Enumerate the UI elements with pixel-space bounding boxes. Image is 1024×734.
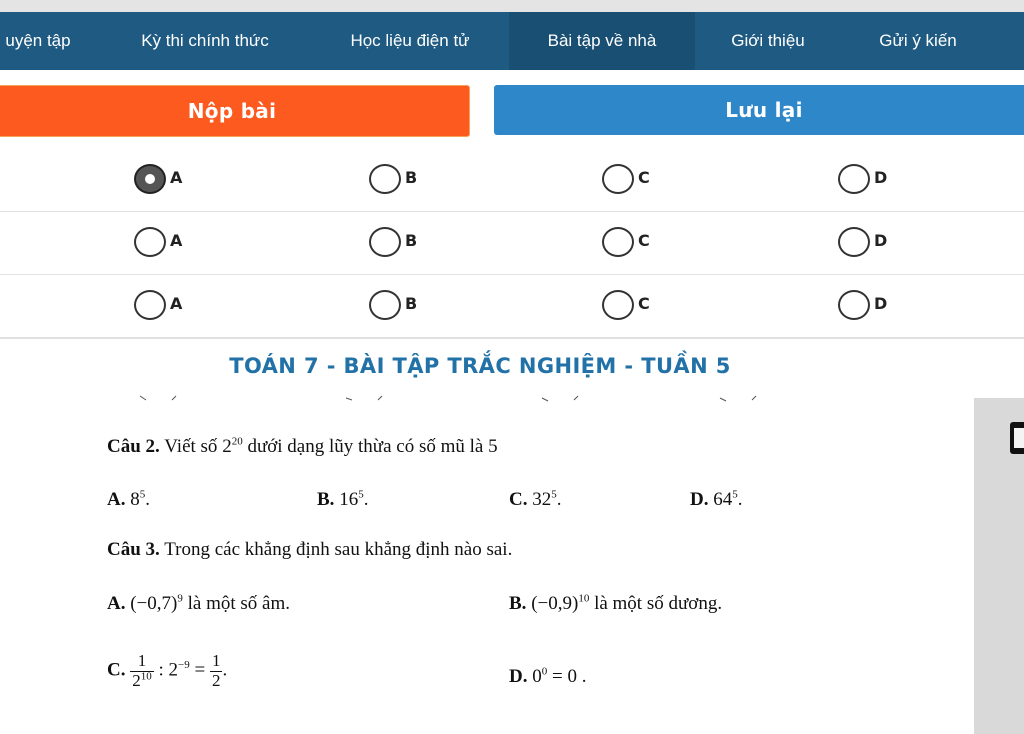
question-2-option-d: [690, 489, 742, 511]
math-exponent: 20: [231, 435, 243, 448]
punctuation: .: [556, 489, 562, 510]
option-label: A: [170, 294, 183, 313]
math-exponent: 5: [732, 488, 738, 501]
option-label: D: [874, 294, 888, 313]
option-text: = 0 .: [551, 666, 587, 687]
radio-button[interactable]: [838, 164, 870, 194]
math-exponent: 10: [140, 670, 152, 683]
fraction-numerator: 1: [130, 652, 154, 672]
punctuation: .: [363, 489, 369, 510]
radio-button[interactable]: [602, 227, 634, 257]
punctuation: .: [145, 489, 150, 510]
answer-row: [0, 211, 1024, 273]
option-letter: B.: [317, 489, 335, 510]
option-text: là một số âm.: [187, 593, 290, 614]
option-letter: C.: [107, 659, 126, 681]
math-exponent: 10: [578, 592, 590, 605]
fraction: [210, 652, 223, 690]
option-label: A: [170, 168, 183, 187]
math-base: 32: [532, 489, 552, 510]
option-label: C: [638, 294, 650, 313]
question-label: Câu 3.: [107, 539, 160, 560]
option-label: D: [874, 231, 888, 250]
nav-item-e-learning[interactable]: Học liệu điện tử: [350, 31, 470, 50]
question-3-option-d: [509, 666, 586, 688]
option-label: A: [170, 231, 183, 250]
option-label: D: [874, 168, 888, 187]
radio-button[interactable]: [134, 227, 166, 257]
option-label: B: [405, 294, 418, 313]
option-letter: D.: [509, 666, 528, 687]
math-exponent: −9: [178, 659, 190, 672]
math-base: (−0,9): [531, 593, 579, 614]
math-base: 2: [222, 436, 232, 457]
math-base: (−0,7): [130, 593, 178, 614]
math-exponent: 5: [358, 488, 364, 501]
option-text: là một số dương.: [594, 593, 723, 614]
math-exponent: 0: [541, 665, 548, 678]
document-title: TOÁN 7 - BÀI TẬP TRẮC NGHIỆM - TUẦN 5: [229, 354, 731, 378]
section-divider: [0, 337, 1024, 339]
math-base: 0: [532, 666, 542, 687]
fraction-denominator: 2: [211, 670, 221, 690]
radio-button[interactable]: [369, 290, 401, 320]
math-base: 8: [130, 489, 140, 510]
option-letter: A.: [107, 489, 126, 510]
radio-button[interactable]: [602, 164, 634, 194]
question-2-option-b: [317, 489, 368, 511]
radio-button[interactable]: [369, 164, 401, 194]
question-3-option-c: [107, 652, 227, 690]
punctuation: .: [737, 489, 743, 510]
math-base: 64: [713, 489, 733, 510]
option-label: C: [638, 168, 650, 187]
answer-row: [0, 274, 1024, 336]
radio-button[interactable]: [134, 290, 166, 320]
stem-text: Trong các khẳng định sau khẳng định nào sai.: [164, 539, 513, 560]
math-base: 2: [132, 670, 141, 690]
option-letter: B.: [509, 593, 527, 614]
browser-top-strip: [0, 0, 1024, 12]
radio-button[interactable]: [369, 227, 401, 257]
nav-item-official-exam[interactable]: Kỳ thi chính thức: [141, 31, 269, 50]
option-label: B: [405, 168, 418, 187]
question-3-option-a: [107, 593, 290, 615]
question-label: Câu 2.: [107, 436, 160, 457]
math-exponent: 5: [551, 488, 557, 501]
question-3-stem: [107, 539, 512, 561]
math-operator: : 2: [158, 659, 179, 681]
submit-button[interactable]: Nộp bài: [0, 85, 470, 137]
stem-text: dưới dạng lũy thừa có số mũ là 5: [247, 436, 498, 457]
answer-row: [0, 148, 1024, 210]
fraction-denominator: [130, 672, 154, 691]
nav-item-practice[interactable]: uyện tập: [5, 31, 71, 50]
scan-artifact-marks: [110, 394, 790, 404]
question-2-option-c: [509, 489, 561, 511]
nav-item-feedback[interactable]: Gửi ý kiến: [879, 31, 957, 50]
save-button[interactable]: Lưu lại: [494, 85, 1024, 135]
question-3-option-b: [509, 593, 722, 615]
main-navigation: [0, 12, 1024, 70]
option-label: C: [638, 231, 650, 250]
side-panel-toggle[interactable]: [1010, 422, 1024, 454]
radio-button-selected[interactable]: [134, 164, 166, 194]
stem-text: Viết số: [164, 436, 218, 457]
fraction: [130, 652, 154, 690]
math-base: 16: [339, 489, 359, 510]
option-letter: D.: [690, 489, 709, 510]
question-2-stem: [107, 436, 498, 458]
option-letter: C.: [509, 489, 528, 510]
question-2-option-a: [107, 489, 150, 511]
punctuation: .: [222, 659, 228, 681]
fraction-numerator: 1: [211, 651, 221, 670]
math-exponent: 5: [139, 488, 146, 501]
option-label: B: [405, 231, 418, 250]
nav-item-about[interactable]: Giới thiệu: [731, 31, 805, 50]
nav-item-homework[interactable]: Bài tập về nhà: [509, 12, 695, 70]
radio-button[interactable]: [838, 290, 870, 320]
radio-button[interactable]: [838, 227, 870, 257]
math-operator: =: [194, 659, 206, 681]
radio-button[interactable]: [602, 290, 634, 320]
option-letter: A.: [107, 593, 126, 614]
math-exponent: 9: [177, 592, 183, 605]
